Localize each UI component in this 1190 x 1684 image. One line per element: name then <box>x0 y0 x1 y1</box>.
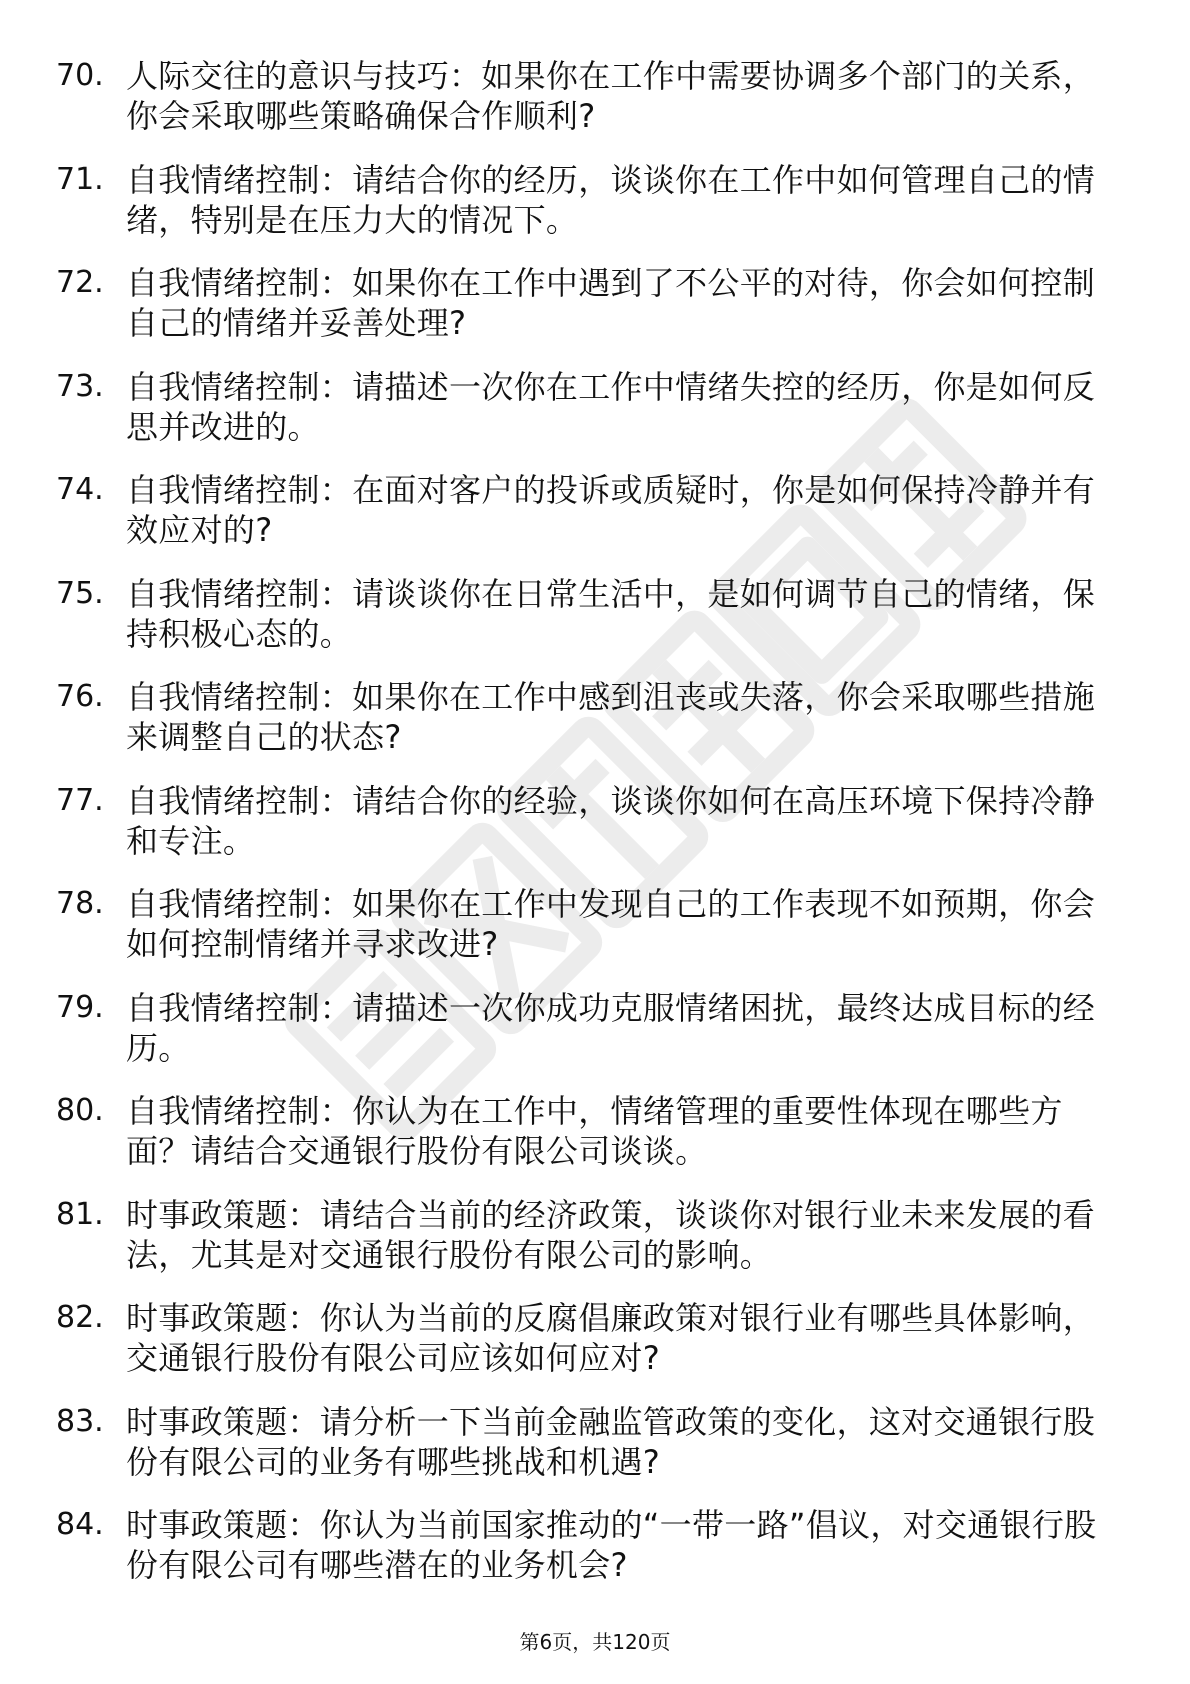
question-item <box>56 1091 1126 1195</box>
question-item <box>56 263 1126 367</box>
question-item <box>56 574 1126 678</box>
question-number: 77. <box>56 782 104 818</box>
question-text: 时事政策题：请分析一下当前金融监管政策的变化，这对交通银行股份有限公司的业务有哪些挑战和机遇? <box>126 1402 1096 1481</box>
question-item <box>56 1505 1126 1609</box>
question-number: 71. <box>56 161 104 197</box>
question-number: 70. <box>56 58 104 93</box>
question-item <box>56 988 1126 1092</box>
question-item <box>56 677 1126 781</box>
question-number: 75. <box>56 575 104 611</box>
question-number: 73. <box>56 368 104 404</box>
question-item <box>56 1298 1126 1402</box>
question-number: 72. <box>56 265 104 300</box>
question-text: 自我情绪控制：请谈谈你在日常生活中，是如何调节自己的情绪，保持积极心态的。 <box>126 574 1096 653</box>
page-number-label: 第6页，共120页 <box>519 1630 671 1654</box>
question-item <box>56 160 1126 264</box>
question-item <box>56 781 1126 885</box>
question-item <box>56 1195 1126 1299</box>
question-list <box>56 56 1126 1609</box>
question-text: 自我情绪控制：你认为在工作中，情绪管理的重要性体现在哪些方面？请结合交通银行股份有限公司谈谈。 <box>126 1092 1063 1170</box>
question-text: 时事政策题：你认为当前国家推动的“一带一路”倡议，对交通银行股份有限公司有哪些潜在的业务机会? <box>126 1506 1097 1584</box>
question-text: 时事政策题：请结合当前的经济政策，谈谈你对银行业未来发展的看法，尤其是对交通银行股份有限公司的影响。 <box>126 1195 1096 1274</box>
question-number: 74. <box>56 472 104 507</box>
question-text: 自我情绪控制：请结合你的经验，谈谈你如何在高压环境下保持冷静和专注。 <box>126 781 1096 860</box>
question-item <box>56 56 1126 160</box>
question-text: 时事政策题：你认为当前的反腐倡廉政策对银行业有哪些具体影响，交通银行股份有限公司应该如何应对? <box>126 1299 1096 1377</box>
question-text: 自我情绪控制：请结合你的经历，谈谈你在工作中如何管理自己的情绪，特别是在压力大的情况下。 <box>126 160 1096 239</box>
question-text: 自我情绪控制：请描述一次你成功克服情绪困扰，最终达成目标的经历。 <box>126 988 1096 1067</box>
question-text: 自我情绪控制：在面对客户的投诉或质疑时，你是如何保持冷静并有效应对的? <box>126 471 1096 549</box>
question-number: 83. <box>56 1403 104 1439</box>
question-number: 81. <box>56 1196 104 1232</box>
page-footer <box>0 1626 1190 1655</box>
question-item <box>56 470 1126 574</box>
question-text: 自我情绪控制：如果你在工作中遇到了不公平的对待，你会如何控制自己的情绪并妥善处理? <box>126 264 1096 342</box>
question-item <box>56 1402 1126 1506</box>
question-number: 84. <box>56 1507 104 1542</box>
question-item <box>56 367 1126 471</box>
question-text: 自我情绪控制：请描述一次你在工作中情绪失控的经历，你是如何反思并改进的。 <box>126 367 1096 446</box>
question-number: 78. <box>56 886 104 921</box>
question-number: 76. <box>56 679 104 714</box>
question-number: 79. <box>56 989 104 1025</box>
question-number: 80. <box>56 1093 104 1128</box>
question-number: 82. <box>56 1300 104 1335</box>
question-text: 自我情绪控制：如果你在工作中感到沮丧或失落，你会采取哪些措施来调整自己的状态? <box>126 678 1096 756</box>
question-item <box>56 884 1126 988</box>
question-text: 自我情绪控制：如果你在工作中发现自己的工作表现不如预期，你会如何控制情绪并寻求改进? <box>126 885 1096 963</box>
question-text: 人际交往的意识与技巧：如果你在工作中需要协调多个部门的关系，你会采取哪些策略确保合作顺利? <box>126 57 1096 135</box>
